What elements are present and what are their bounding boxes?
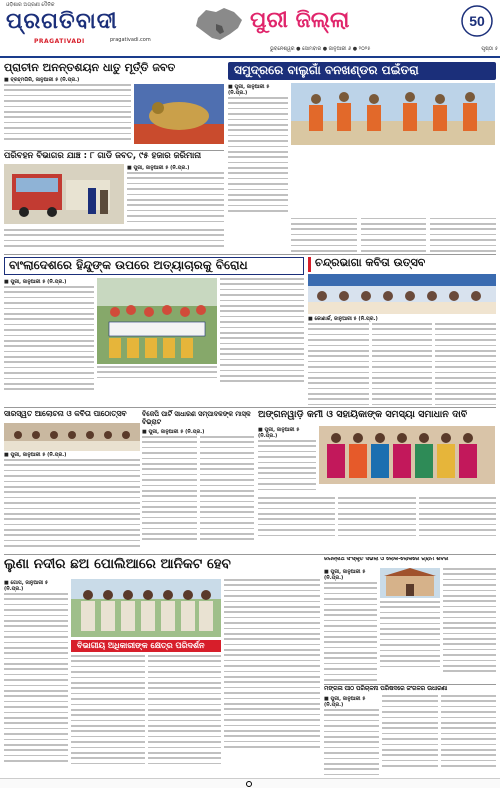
photo-camp-building bbox=[380, 568, 440, 598]
article-body bbox=[228, 97, 288, 212]
byline: ■ ପୁରୀ, ଜାନୁଆରୀ ୫ (ନି.ପ୍ର.) bbox=[324, 569, 366, 581]
article-body-col3 bbox=[361, 218, 427, 252]
headline[interactable]: ପରିବହନ ବିଭାଗର ଯାଞ୍ଚ : ୮ ଗାଡି ଜବତ, ୯୫ ହଜାର ଜରିମାନା bbox=[4, 150, 224, 162]
photo-vehicles bbox=[4, 164, 124, 224]
story-luna-river-anicut bbox=[4, 557, 320, 775]
photo-anganwadi-workers bbox=[319, 426, 495, 484]
article-body bbox=[127, 172, 224, 222]
headline[interactable]: ବିଜେପି ପାର୍ଟି ସାଧାରଣ ସମ୍ପାଦକଙ୍କ ମାସ୍କ ବିଭ୍ରାଟ bbox=[142, 410, 251, 426]
article-body bbox=[308, 323, 369, 405]
page-footer bbox=[0, 778, 500, 788]
story-transport-check bbox=[4, 150, 224, 250]
tagline: ଓଡ଼ିଶାର ଅଗ୍ରଣୀ ଦୈନିକ bbox=[6, 2, 55, 8]
byline: ■ ପୁରୀ, ଜାନୁଆରୀ ୫ (ନି.ପ୍ର.) bbox=[228, 84, 270, 96]
date: ଭୁବନେଶ୍ୱର ● ସୋମବାର ● ଜାନୁଆରୀ ୬ ● ୨୦୨୫ bbox=[270, 46, 371, 52]
logo-english: PRAGATIVADI bbox=[34, 38, 85, 45]
byline: ■ ବ୍ରହ୍ମଗିରି, ଜାନୁଆରୀ ୫ (ନି.ପ୍ର.) bbox=[4, 77, 80, 83]
photo-forest-officials bbox=[291, 83, 495, 145]
article-body-col2 bbox=[372, 323, 433, 405]
divider bbox=[4, 407, 496, 408]
story-sea-forest-guard bbox=[228, 62, 496, 252]
byline: ■ ପୁରୀ, ଜାନୁଆରୀ ୫ (ନି.ପ୍ର.) bbox=[127, 165, 190, 171]
article-body bbox=[4, 84, 131, 144]
article-body-col2 bbox=[258, 497, 335, 540]
byline: ■ ପୁରୀ, ଜାନୁଆରୀ ୫ (ନି.ପ୍ର.) bbox=[4, 279, 67, 285]
headline[interactable]: ଚନ୍ଦ୍ରଭାଗା କବିତା ଉତ୍ସବ bbox=[308, 257, 496, 272]
article-body-col2 bbox=[380, 601, 440, 667]
photo-poetry-event bbox=[308, 274, 496, 314]
story-mangala-peetha bbox=[324, 684, 496, 776]
story-culture-camp bbox=[324, 557, 496, 681]
article-body-col2 bbox=[200, 436, 255, 544]
byline: ■ କୋଣାର୍କ, ଜାନୁଆରୀ ୫ (ନି.ପ୍ର.) bbox=[308, 316, 378, 322]
article-body bbox=[324, 709, 379, 775]
logo-text: ପ୍ରଗତିବାଦୀ bbox=[6, 8, 118, 34]
byline: ■ ଗୋପ, ଜାନୁଆରୀ ୫ (ନି.ପ୍ର.) bbox=[4, 580, 48, 592]
headline[interactable]: ପ୍ରାଚୀନ ଅନନ୍ତଶୟନ ଧାତୁ ମୂର୍ତ୍ତି ଜବତ bbox=[4, 62, 176, 74]
article-body-continued bbox=[4, 229, 224, 247]
photo-literary-meet bbox=[4, 423, 140, 451]
masthead bbox=[0, 0, 500, 58]
article-body-col3 bbox=[435, 323, 496, 405]
article-body-col3 bbox=[220, 278, 304, 394]
article-body bbox=[142, 436, 197, 544]
article-body-col3 bbox=[441, 695, 496, 776]
article-body bbox=[4, 459, 140, 547]
article-body bbox=[4, 593, 68, 762]
article-body bbox=[4, 286, 94, 390]
sub-headline-banner: ବିଭାଗୀୟ ଅଧିକାରୀଙ୍କ କ୍ଷେତ୍ର ପରିଦର୍ଶନ bbox=[71, 640, 221, 652]
article-body-col4 bbox=[419, 497, 496, 540]
article-body-col2 bbox=[71, 655, 145, 768]
story-literary-meet bbox=[4, 410, 140, 552]
article-body-col3 bbox=[443, 568, 496, 681]
district-title: ପୁରୀ ଜିଲ୍ଲା bbox=[250, 8, 350, 33]
article-body-col3 bbox=[148, 655, 222, 768]
article-body bbox=[324, 582, 377, 681]
photo-officials-inspection bbox=[71, 579, 221, 637]
headline[interactable]: ସାରସ୍ୱତ ଆଲୋଚନା ଓ କବିତା ପାଠୋତ୍ସବ bbox=[4, 410, 127, 418]
registration-mark-icon bbox=[246, 781, 252, 787]
anniversary-number: 50 bbox=[469, 13, 485, 29]
story-bjp-general-secretary bbox=[142, 410, 254, 552]
headline[interactable]: ଅଙ୍ଗନୱାଡ଼ି କର୍ମୀ ଓ ସହାୟିକାଙ୍କ ସମସ୍ୟା ସମାଧାନ ଦାବି bbox=[258, 410, 468, 420]
article-body-col4 bbox=[224, 579, 320, 768]
page-number: ପୃଷ୍ଠା ୫ bbox=[481, 46, 498, 52]
byline: ■ ପୁରୀ, ଜାନୁଆରୀ ୫ (ନି.ପ୍ର.) bbox=[258, 427, 300, 439]
article-body-col3 bbox=[338, 497, 415, 540]
story-chandrabhaga-poetry bbox=[308, 257, 496, 405]
website[interactable]: pragativadi.com bbox=[110, 37, 151, 43]
byline: ■ ପୁରୀ, ଜାନୁଆରୀ ୫ (ନି.ପ୍ର.) bbox=[142, 429, 205, 435]
dateline bbox=[270, 46, 498, 56]
headline[interactable]: ଲୁଣା ନଦୀର ଛଅ ପୋଲିଆରେ ଆନିକଟ ହେବ bbox=[4, 557, 231, 572]
byline: ■ ପୁରୀ, ଜାନୁଆରୀ ୫ (ନି.ପ୍ର.) bbox=[324, 696, 366, 708]
anniversary-50-icon bbox=[460, 4, 494, 38]
photo-protest bbox=[97, 278, 217, 364]
article-body-col2 bbox=[382, 695, 437, 776]
story-idol-seized bbox=[4, 62, 224, 148]
article-body bbox=[258, 440, 316, 490]
headline[interactable]: ବାଂଲାଦେଶରେ ହିନ୍ଦୁଙ୍କ ଉପରେ ଅତ୍ୟାଚାରକୁ ବିରୋଧ bbox=[4, 257, 304, 275]
photo-idol bbox=[134, 84, 224, 144]
divider bbox=[4, 254, 496, 255]
story-bangladesh-protest bbox=[4, 257, 304, 405]
article-body-col4 bbox=[430, 218, 496, 252]
article-body-col2 bbox=[291, 218, 357, 252]
headline[interactable]: ସମୁଦ୍ରରେ ବାଲୁଗାଁ ବନଖଣ୍ଡର ପଇଁତରା bbox=[228, 62, 496, 80]
headline[interactable]: ମଙ୍ଗଳା ପୀଠ ପରିଚାଳନା ପରିଷଦରେ ଜଂଗଳର ଉଧାରଣା bbox=[324, 684, 496, 693]
byline: ■ ପୁରୀ, ଜାନୁଆରୀ ୫ (ନି.ପ୍ର.) bbox=[4, 452, 67, 458]
odisha-map-icon bbox=[190, 4, 248, 44]
headline[interactable]: ଜଗନ୍ନାଥ ସଂସ୍କୃତି ସର୍ଭିଲା ଓ ଲୋକ-ଲୋକରେ ଗ୍ରାମ ଶିବିର bbox=[324, 557, 449, 562]
divider bbox=[4, 554, 496, 555]
story-anganwadi-demand bbox=[258, 410, 496, 552]
photo-caption bbox=[97, 366, 217, 378]
